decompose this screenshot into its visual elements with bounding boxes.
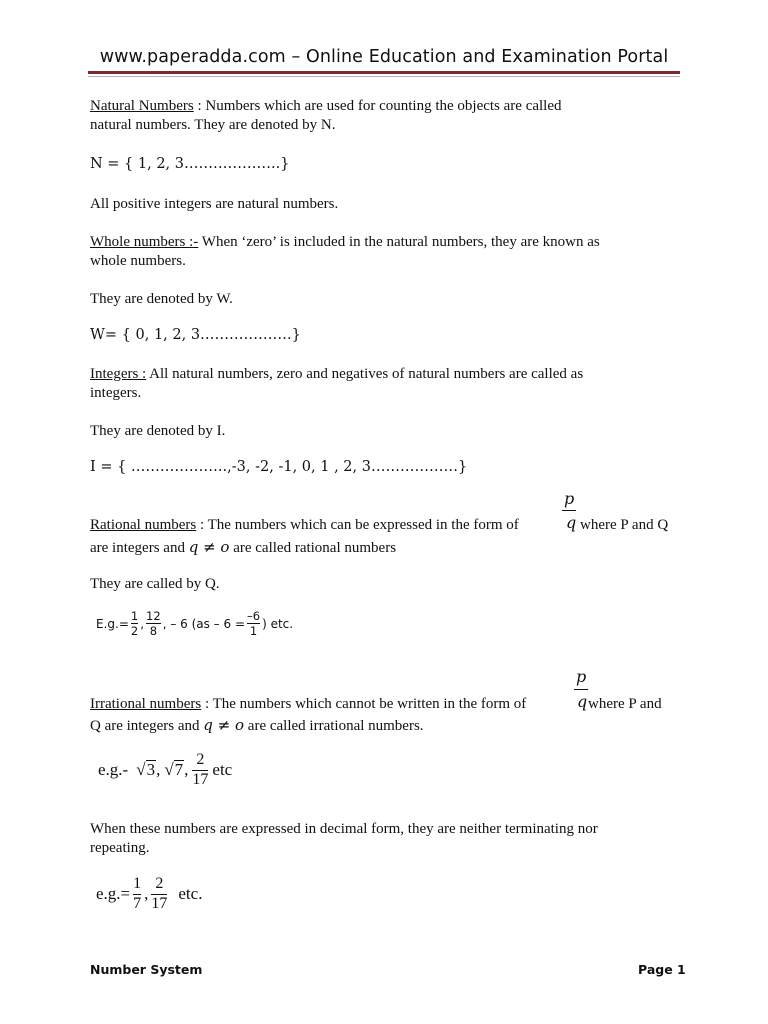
fraction-2-17: $\frac{2}{17}$ (192, 751, 209, 788)
rational-eg-comma: , (140, 616, 145, 631)
irrational-example: e.g.- √3 , √7 , $\frac{2}{17}$ etc (98, 751, 233, 788)
natural-term: Natural Numbers (90, 98, 194, 114)
integers-definition-line2: integers. (90, 385, 142, 401)
fraction-1-2: $\frac{1}{2}$ (130, 609, 139, 639)
rational-def-after: where P and Q (580, 517, 669, 533)
irrational-line2-a: Q are integers and (90, 718, 200, 734)
header-rule-thin (88, 76, 680, 77)
sqrt-3: √3 (136, 760, 156, 780)
fraction-2-17-b: $\frac{2}{17}$ (151, 875, 168, 912)
irrational-def-text: : The numbers which cannot be written in the form of (201, 696, 527, 712)
natural-def-text: : Numbers which are used for counting the objects are called (193, 98, 562, 114)
decimal-note: When these numbers are expressed in decimal form, they are neither terminating nor (90, 821, 598, 837)
rational-term: Rational numbers (90, 517, 197, 533)
rational-neq: q ≠ o (188, 538, 230, 556)
rational-line2 (90, 538, 690, 558)
rational-example (96, 610, 293, 637)
irrational-p-symbol: p (576, 667, 587, 686)
natural-set: N = { 1, 2, 3………………..} (90, 156, 290, 172)
rational-line2-b: are called rational numbers (229, 540, 397, 556)
natural-note: All positive integers are natural numbers. (90, 196, 339, 212)
fraction-1-7: $\frac{1}{7}$ (133, 875, 142, 912)
rational-eg-prefix: E.g.= (96, 616, 129, 631)
irrational-line2-b: are called irrational numbers. (244, 718, 424, 734)
natural-definition (90, 97, 690, 116)
fraction-12-8: $\frac{12}{8}$ (146, 609, 161, 639)
header-rule (88, 71, 680, 74)
rational-q-symbol: q (566, 513, 577, 532)
whole-set: W= { 0, 1, 2, 3……………….} (90, 327, 301, 343)
decimal-eg-end: etc. (178, 884, 203, 904)
footer-page-number: Page 1 (638, 962, 686, 977)
irrational-term: Irrational numbers (90, 696, 202, 712)
irrational-line2 (90, 716, 690, 736)
integers-term: Integers : (90, 366, 147, 382)
footer-section-name: Number System (90, 962, 203, 977)
integers-denoted: They are denoted by I. (90, 423, 226, 439)
rational-fraction-bar (562, 510, 576, 511)
whole-def-text: When ‘zero’ is included in the natural numbers, they are known as (198, 234, 600, 250)
decimal-eg-prefix: e.g.= (96, 884, 131, 904)
decimal-example: e.g.= $\frac{1}{7}$ , $\frac{2}{17}$ etc. (96, 875, 203, 912)
irrational-eg-end: etc (212, 760, 233, 780)
whole-definition-line2: whole numbers. (90, 253, 186, 269)
integers-set: I = { ………………..,-3, -2, -1, 0, 1 , 2, 3………………} (90, 459, 468, 475)
rational-eg-end: ) etc. (262, 616, 294, 631)
fraction-neg6-1: $\frac{-6}{1}$ (247, 609, 261, 639)
natural-definition-line2: natural numbers. They are denoted by N. (90, 117, 336, 133)
whole-denoted: They are denoted by W. (90, 291, 233, 307)
rational-called: They are called by Q. (90, 576, 220, 592)
rational-def-text: : The numbers which can be expressed in the form of (196, 517, 519, 533)
irrational-fraction-bar (574, 689, 588, 690)
decimal-note-line2: repeating. (90, 840, 150, 856)
irrational-eg-prefix: e.g.- (98, 760, 129, 780)
integers-definition (90, 365, 690, 384)
rational-eg-mid: , – 6 (as – 6 = (162, 616, 245, 631)
rational-p-symbol: p (564, 489, 575, 508)
whole-term: Whole numbers :- (90, 234, 199, 250)
whole-definition (90, 233, 690, 252)
page-header-title: www.paperadda.com – Online Education and Examination Portal (99, 47, 669, 67)
rational-line2-a: are integers and (90, 540, 185, 556)
irrational-def-after: where P and (588, 696, 662, 712)
irrational-neq: q ≠ o (203, 716, 245, 734)
irrational-q-symbol: q (577, 692, 588, 711)
sqrt-7: √7 (164, 760, 184, 780)
integers-def-text: All natural numbers, zero and negatives of natural numbers are called as (146, 366, 584, 382)
